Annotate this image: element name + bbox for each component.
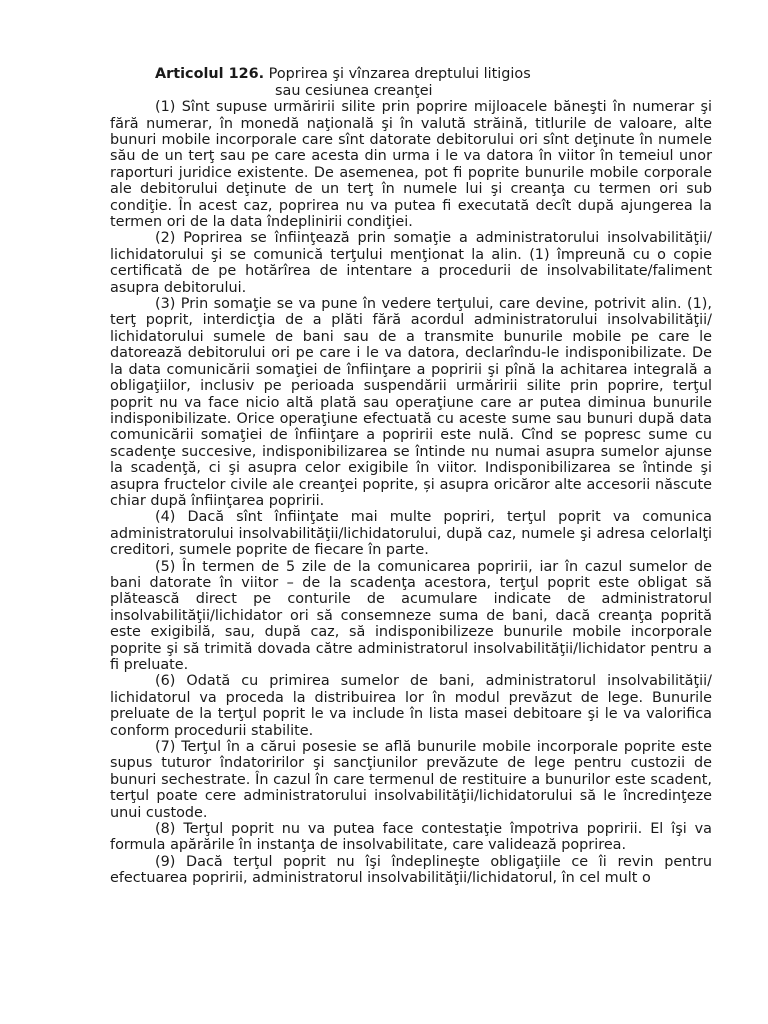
paragraph-3: (3) Prin somaţie se va pune în vedere terţului, care devine, potrivit alin. (1), terţ poprit, interdicţia de a plăti fără acordul administratorului insolvabilităţii/ lichidatorului sumele de bani sau de a transmite bunurile mobile pe care le datorează debitorului ori pe care i le va datora, declarîndu-le indisponibilizate. De la data comunicării somaţiei de înfiinţare a popririi şi pînă la achitarea integrală a obligaţiilor, inclusiv pe perioada suspendării urmăririi silite prin poprire, terţul poprit nu va face nicio altă plată sau operaţiune care ar putea diminua bunurile indisponibilizate. Orice operaţiune efectuată cu aceste sume sau bunuri după data comunicării somaţiei de înfiinţare a popririi este nulă. Cînd se popresc sume cu scadenţe succesive, indisponibilizarea se întinde nu numai asupra sumelor ajunse la scadenţă, ci şi asupra celor exigibile în viitor. Indisponibilizarea se întinde şi asupra fructelor civile ale creanţei poprite, și asupra oricăror alte accesorii născute chiar după înfiinţarea popririi. [110, 296, 712, 509]
article-title-continued: sau cesiunea creanţei [275, 82, 433, 99]
paragraph-5: (5) În termen de 5 zile de la comunicarea popririi, iar în cazul sumelor de bani datorate în viitor – de la scadenţa acestora, terţul poprit este obligat să plătească direct pe conturile de acumulare indicate de administratorul insolvabilităţii/lichidator ori să consemneze suma de bani, dacă creanţa poprită este exigibilă, sau, după caz, să indisponibilizeze bunurile mobile incorporale poprite şi să trimită dovada către administratorul insolvabilităţii/lichidator pentru a fi preluate. [110, 558, 712, 673]
paragraph-4: (4) Dacă sînt înfiinţate mai multe popriri, terţul poprit va comunica administratorului insolvabilităţii/lichidatorului, după caz, numele şi adresa celorlalţi creditori, sumele poprite de fiecare în parte. [110, 509, 712, 559]
paragraph-1: (1) Sînt supuse urmăririi silite prin poprire mijloacele băneşti în numerar şi fără numerar, în monedă naţională şi în valută străină, titlurile de valoare, alte bunuri mobile incorporale care sînt datorate debitorului ori sînt deţinute în numele său de un terţ sau pe care acesta din urma i le va datora în viitor în temeiul unor raporturi juridice existente. De asemenea, pot fi poprite bunurile mobile corporale ale debitorului deţinute de un terţ în numele lui şi creanţa cu termen ori sub condiţie. În acest caz, poprirea nu va putea fi executată decît după ajungerea la termen ori de la data îndeplinirii condiţiei. [110, 99, 712, 231]
paragraph-8: (8) Terţul poprit nu va putea face contestaţie împotriva popririi. El îşi va formula apărările în instanţa de insolvabilitate, care validează poprirea. [110, 821, 712, 854]
article-number: Articolul 126. [155, 66, 265, 82]
article-title: Poprirea şi vînzarea dreptului litigios [268, 66, 531, 82]
paragraph-7: (7) Terţul în a cărui posesie se află bunurile mobile incorporale poprite este supus tuturor îndatoririlor şi sancţiunilor prevăzute de lege pentru custozii de bunuri sechestrate. În cazul în care termenul de restituire a bunurilor este scadent, terţul poate cere administratorului insolvabilităţii/lichidatorului să le încredinţeze unui custode. [110, 739, 712, 821]
paragraph-6: (6) Odată cu primirea sumelor de bani, administratorul insolvabilităţii/ lichidatorul va proceda la distribuirea lor în modul prevăzut de lege. Bunurile preluate de la terţul poprit le va include în lista masei debitoare şi le va valorifica conform procedurii stabilite. [110, 673, 712, 739]
article-heading [110, 66, 712, 99]
paragraph-9: (9) Dacă terţul poprit nu îşi îndeplineşte obligaţiile ce îi revin pentru efectuarea popririi, administratorul insolvabilităţii/lichidatorul, în cel mult o [110, 853, 712, 887]
paragraph-2: (2) Poprirea se înfiinţează prin somaţie a administratorului insolvabilităţii/ lichidatorului şi se comunică terţului menţionat la alin. (1) împreună cu o copie certificată de pe hotărîrea de intentare a procedurii de insolvabilitate/faliment asupra debitorului. [110, 230, 712, 296]
